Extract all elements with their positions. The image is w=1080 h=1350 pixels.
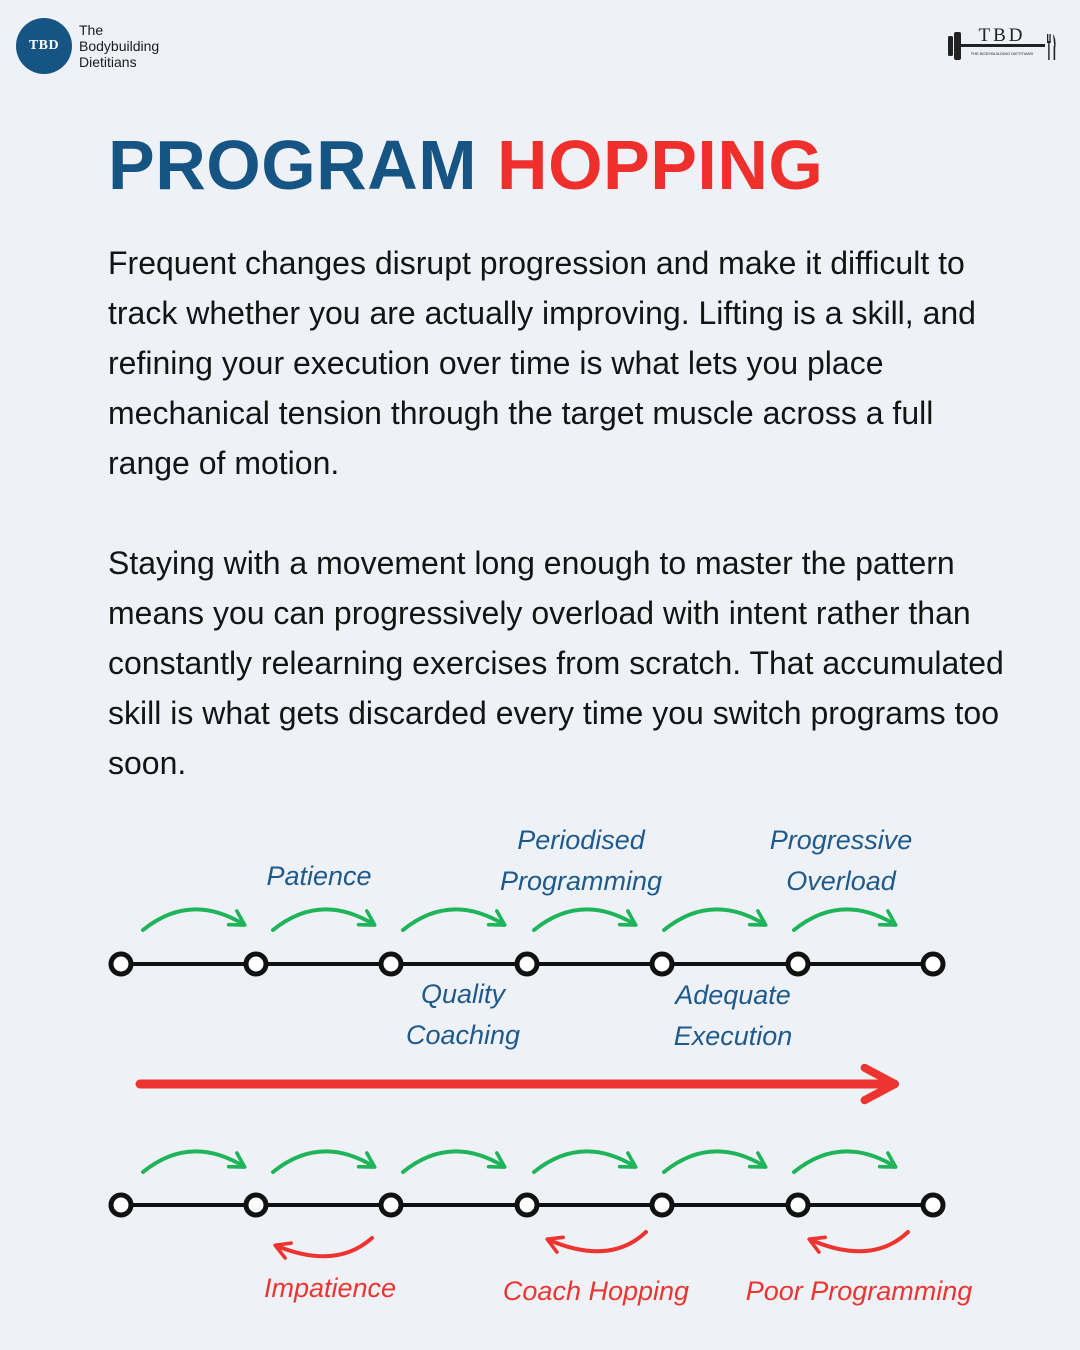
timeline-node [111,954,131,974]
right-logo-subtext: THE BODYBUILDING DIETITIANS [970,51,1034,56]
tbd-barbell-logo [946,26,1058,62]
timeline-node [923,954,943,974]
timeline-node [246,954,266,974]
timeline-node [788,954,808,974]
timeline-node [652,1195,672,1215]
bottom-timeline [111,1151,972,1306]
title-part-program: PROGRAM [108,126,478,204]
setback-arrow [277,1238,372,1256]
forward-arrow [273,1151,373,1172]
barbell-plate-icon [954,32,961,60]
timeline-node [788,1195,808,1215]
label-quality: Quality [420,979,506,1009]
setback-arrow [549,1232,646,1251]
label-impatience: Impatience [263,1273,397,1303]
forward-arrow [794,909,894,930]
forward-arrow [664,909,764,930]
setback-arrows [277,1232,908,1256]
label-poor-programming: Poor Programming [745,1276,973,1306]
brand-line: The [79,22,104,38]
barbell-plate-icon [948,36,953,56]
forward-arrows [143,909,894,930]
label-patience: Patience [266,861,372,891]
timeline-node [381,954,401,974]
timeline-node [923,1195,943,1215]
forward-arrow [403,909,503,930]
brand-line: Dietitians [79,54,137,70]
brand-header [16,18,159,74]
forward-arrow [794,1151,894,1172]
forward-arrow [534,909,634,930]
forward-arrow [403,1151,503,1172]
brand-name [79,22,159,70]
body-paragraph-2: Staying with a movement long enough to master the pattern means you can progressively overload with intent rather than constantly relearning exercises from scratch. That accumulated skill is what gets discarded every time you switch programs too soon. [108,545,1004,781]
label-overload: Overload [786,866,896,896]
timeline-node [111,1195,131,1215]
brand-logo-text: TBD [28,38,60,53]
forward-arrow [143,909,243,930]
timeline-node [517,1195,537,1215]
label-periodised: Periodised [517,825,645,855]
right-logo-text: TBD [978,26,1026,46]
label-coaching: Coaching [405,1020,521,1050]
fork-icon [1047,34,1051,60]
forward-arrow [273,909,373,930]
knife-icon [1053,34,1056,60]
label-progressive: Progressive [769,825,913,855]
label-coach-hopping: Coach Hopping [502,1276,690,1306]
label-programming: Programming [499,866,663,896]
timeline-node [246,1195,266,1215]
forward-arrows [143,1151,894,1172]
brand-logo [16,18,72,74]
label-execution: Execution [673,1021,793,1051]
body-paragraph-1: Frequent changes disrupt progression and make it difficult to track whether you are actually improving. Lifting is a skill, and refining your execution over time is what lets you place mechanical tension through the target muscle across a full range of motion. [108,245,976,481]
progression-diagram [0,800,1080,1340]
forward-arrow [143,1151,243,1172]
title-part-hopping: HOPPING [497,126,824,204]
top-timeline [111,825,943,1051]
timeline-node [517,954,537,974]
page-title [108,126,824,204]
setback-arrow [811,1232,908,1251]
forward-arrow [664,1151,764,1172]
label-adequate: Adequate [675,980,791,1010]
brand-line: Bodybuilding [79,38,160,54]
forward-arrow [534,1151,634,1172]
timeline-node [381,1195,401,1215]
timeline-node [652,954,672,974]
